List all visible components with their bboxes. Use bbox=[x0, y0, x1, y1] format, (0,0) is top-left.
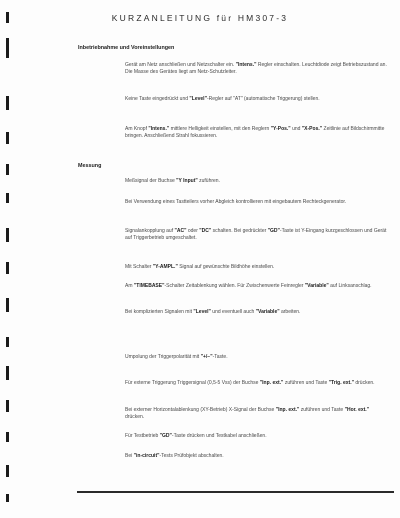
margin-bar bbox=[6, 432, 9, 442]
paragraph: Keine Taste eingedrückt und "Level"-Regler auf "AT" (automatische Triggerung) stellen. bbox=[125, 96, 320, 102]
paragraph: Am Knopf "Intens." mittlere Helligkeit einstellen, mit den Reglern "Y-Pos." und "X-Pos." Zeitlinie auf Bildschirmmitte bringen. Anschließend Strahl fokussieren. bbox=[125, 126, 385, 139]
paragraph: Meßsignal der Buchse "Y Input" zuführen. bbox=[125, 178, 220, 184]
margin-bar bbox=[6, 465, 9, 477]
margin-bar bbox=[6, 228, 9, 242]
paragraph: Bei komplizierten Signalen mit "Level" und eventuell auch "Variable" arbeiten. bbox=[125, 309, 301, 315]
bottom-rule bbox=[77, 491, 394, 493]
paragraph: Für Testbetrieb "GD"-Taste drücken und Testkabel anschließen. bbox=[125, 433, 267, 439]
margin-bar bbox=[6, 38, 9, 58]
paragraph: Für externe Triggerung Triggersignal (0,5-5 Vss) der Buchse "Inp. ext." zuführen und Taste "Trig. ext." drücken. bbox=[125, 380, 375, 386]
paragraph: Mit Schalter "Y-AMPL." Signal auf gewünschte Bildhöhe einstellen. bbox=[125, 264, 275, 270]
paragraph: Am "TIMEBASE"-Schalter Zeitablenkung wählen. Für Zwischenwerte Feinregler "Variable" auf Linksanschlag. bbox=[125, 283, 372, 289]
page-title: KURZANLEITUNG für HM307-3 bbox=[111, 13, 289, 23]
paragraph: Bei externer Horizontalablenkung (XY-Betrieb) X-Signal der Buchse "Inp. ext." zuführen und Taste "Hor. ext." drücken. bbox=[125, 407, 370, 420]
section-heading-setup: Inbetriebnahme und Voreinstellungen bbox=[78, 45, 175, 51]
margin-bar bbox=[6, 494, 9, 502]
margin-bar bbox=[6, 262, 9, 274]
paragraph: Gerät am Netz anschließen und Netzschalter ein. "Intens." Regler einschalten. Leuchtdiode zeigt Betriebszustand an. Die Masse des Gerätes liegt am Netz-Schutzleiter. bbox=[125, 62, 387, 75]
section-heading-measure: Messung bbox=[78, 163, 102, 169]
margin-bar bbox=[6, 400, 9, 412]
paragraph: Signalankopplung auf "AC" oder "DC" schalten. Bei gedrückter "GD"-Taste ist Y-Eingang kurzgeschlossen und Gerät auf Triggerbetrieb umgeschaltet. bbox=[125, 228, 387, 241]
margin-bar bbox=[6, 298, 9, 312]
margin-bar bbox=[6, 96, 9, 110]
margin-bar bbox=[6, 12, 9, 23]
paragraph: Bei Verwendung eines Tastteilers vorher Abgleich kontrollieren mit eingebautem Rechteckgenerator. bbox=[125, 199, 347, 205]
margin-bar bbox=[6, 366, 9, 380]
margin-bar bbox=[6, 337, 9, 347]
margin-bar bbox=[6, 164, 9, 175]
paragraph: Bei "in-circuit"-Tests Prüfobjekt abschalten. bbox=[125, 453, 224, 459]
margin-bar bbox=[6, 132, 9, 144]
margin-bar bbox=[6, 193, 9, 203]
paragraph: Umpolung der Triggerpolarität mit "+/−"-Taste. bbox=[125, 354, 228, 360]
